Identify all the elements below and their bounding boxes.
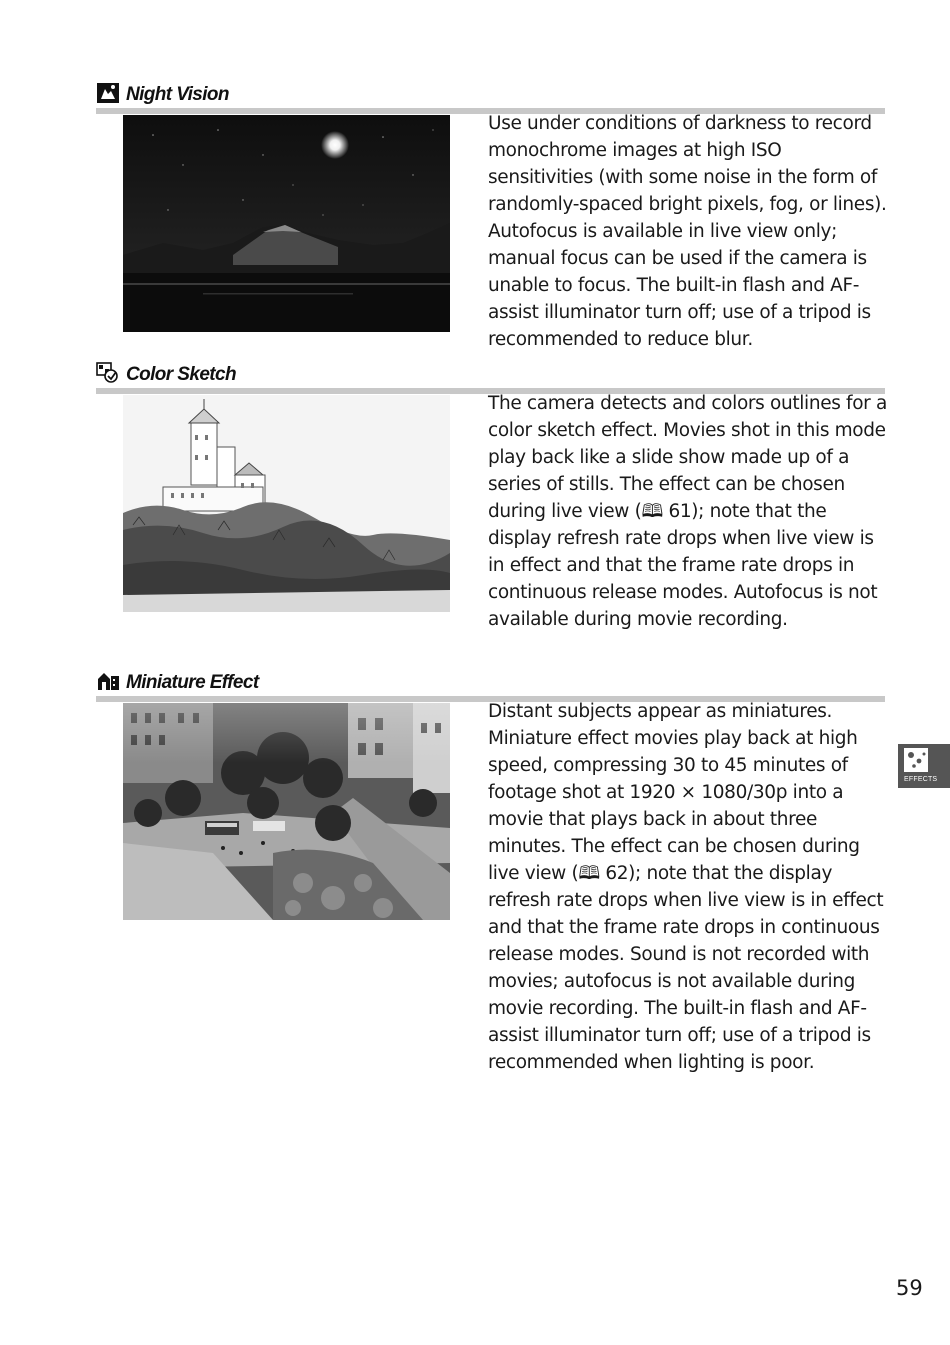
chapter-tab-label: EFFECTS — [904, 776, 938, 783]
section-text: Use under conditions of darkness to record monochrome images at high ISO sensitivities (with some noise in the form of randomly-spaced bright pixels, fog, or lines). Autofocus is available in live view only; manual focus can be used if the camera is unable to focus. The built-in flash and AF-assist illuminator turn off; use of a tripod is recommended to reduce blur. — [488, 113, 887, 350]
section-body — [488, 390, 888, 633]
color-sketch-photo — [123, 395, 450, 612]
section-header — [96, 668, 885, 696]
section-color-sketch — [96, 360, 887, 630]
section-body — [488, 110, 888, 353]
page-number: 59 — [896, 1276, 923, 1300]
night-vision-photo — [123, 115, 450, 332]
color-sketch-icon — [96, 362, 120, 384]
night-vision-icon — [96, 82, 120, 104]
chapter-tab — [898, 744, 950, 788]
section-title: Miniature Effect — [126, 672, 259, 693]
section-header — [96, 360, 885, 388]
section-title: Color Sketch — [126, 364, 236, 385]
section-text: Distant subjects appear as miniatures. Miniature effect movies play back at high speed, compressing 30 to 45 minutes of footage shot at 1920 × 1080/30p into a movie that plays back in about three minutes. The effect can be chosen during live view (🕮 62); note that the display refresh rate drops when live view is in effect and that the frame rate drops in continuous release modes. Sound is not recorded with movies; autofocus is not available during movie recording. The built-in flash and AF-assist illuminator turn off; use of a tripod is recommended when lighting is poor. — [488, 701, 884, 1073]
section-night-vision — [96, 80, 887, 350]
miniature-effect-icon — [96, 670, 120, 692]
section-header — [96, 80, 885, 108]
section-title: Night Vision — [126, 84, 229, 105]
section-text: The camera detects and colors outlines for a color sketch effect. Movies shot in this mode play back like a slide show made up of a series of stills. The effect can be chosen during live view (🕮 61); note that the display refresh rate drops when live view is in effect and that the frame rate drops in continuous release modes. Autofocus is not available during movie recording. — [488, 393, 887, 630]
section-body — [488, 698, 888, 1076]
effects-icon — [902, 746, 932, 776]
miniature-effect-photo — [123, 703, 450, 920]
section-miniature-effect — [96, 668, 885, 1073]
